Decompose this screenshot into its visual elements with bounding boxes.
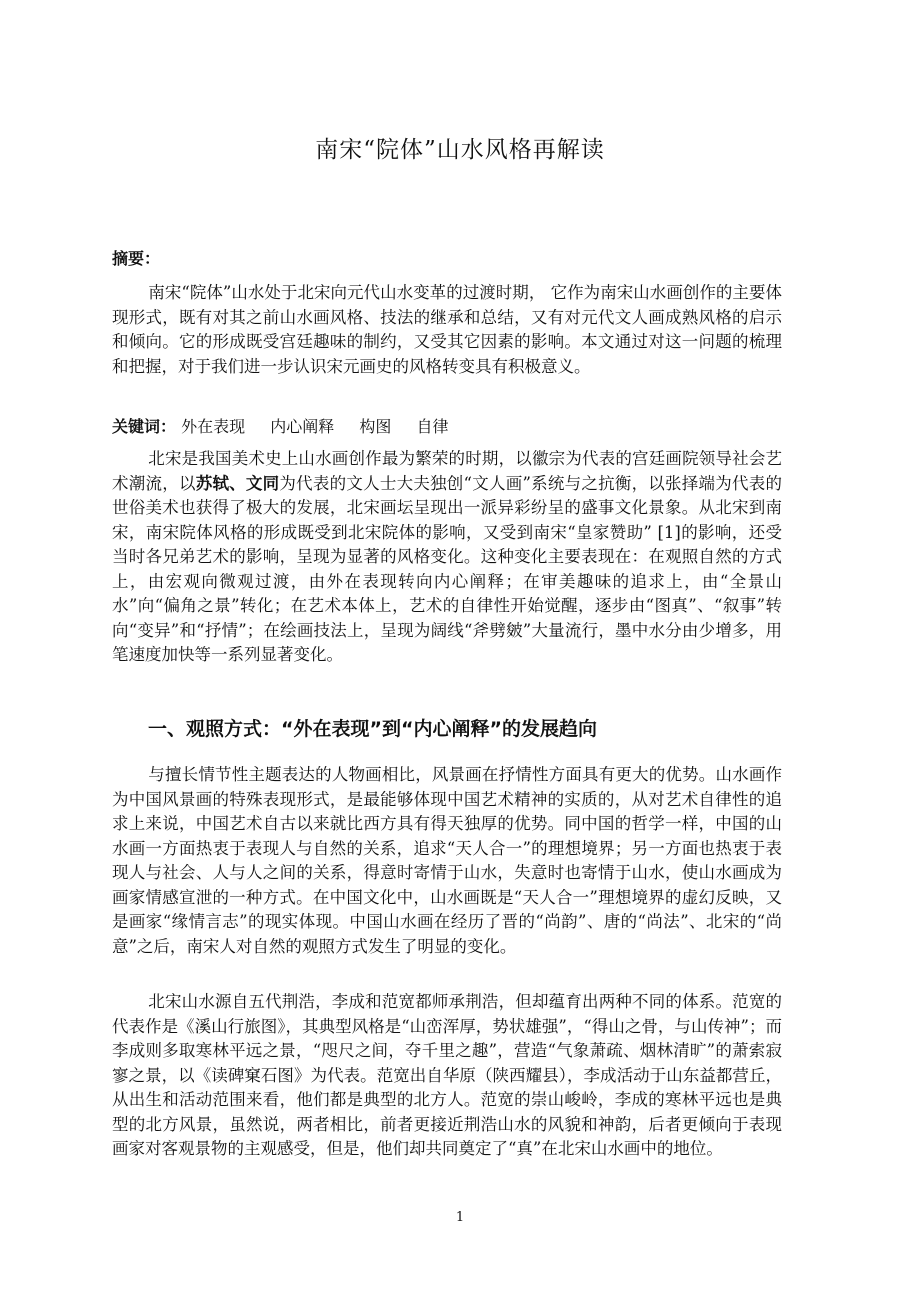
abstract-paragraph: 南宋“院体”山水处于北宋向元代山水变革的过渡时期， 它作为南宋山水画创作的主要体现形式，既有对其之前山水画风格、技法的继承和总结，又有对元代文人画成熟风格的启示和倾向。它的形成既受宫廷趣味的制约，又受其它因素的影响。本文通过对这一问题的梳理和把握，对于我们进一步认识宋元画史的风格转变具有积极意义。 bbox=[112, 283, 782, 376]
keywords-line bbox=[112, 414, 468, 437]
abstract-label: 摘要： bbox=[112, 249, 161, 268]
intro-paragraph bbox=[112, 447, 782, 668]
keyword-item: 外在表现 bbox=[181, 417, 246, 436]
keywords-label: 关键词： bbox=[112, 417, 177, 436]
page-number: 1 bbox=[455, 1210, 465, 1225]
body-paragraph-1: 与擅长情节性主题表达的人物画相比，风景画在抒情性方面具有更大的优势。山水画作为中国风景画的特殊表现形式，是最能够体现中国艺术精神的实质的，从对艺术自律性的追求上来说，中国艺术自古以来就比西方具有得天独厚的优势。同中国的哲学一样，中国的山水画一方面热衷于表现人与自然的关系，追求“天人合一”的理想境界；另一方面也热衷于表现人与社会、人与人之间的关系，得意时寄情于山水，失意时也寄情于山水，使山水画成为画家情感宣泄的一种方式。在中国文化中，山水画既是“天人合一”理想境界的虚幻反映，又是画家“缘情言志”的现实体现。中国山水画在经历了晋的“尚韵”、唐的“尚法”、北宋的“尚意”之后，南宋人对自然的观照方式发生了明显的变化。 bbox=[112, 765, 782, 956]
body-paragraph-2: 北宋山水源自五代荆浩，李成和范宽都师承荆浩，但却蕴育出两种不同的体系。范宽的代表作是《溪山行旅图》，其典型风格是“山峦浑厚，势状雄强”，“得山之骨，与山传神”；而李成则多取寒林平远之景，“咫尺之间，夺千里之趣”，营造“气象萧疏、烟林清旷”的萧索寂寥之景，以《读碑窠石图》为代表。范宽出自华原（陕西耀县），李成活动于山东益都营丘，从出生和活动范围来看，他们都是典型的北方人。范宽的崇山峻岭，李成的寒林平远也是典型的北方风景，虽然说，两者相比，前者更接近荆浩山水的风貌和神韵，后者更倾向于表现画家对客观景物的主观感受，但是，他们却共同奠定了“真”在北宋山水画中的地位。 bbox=[112, 992, 782, 1158]
intro-text-part2: 为代表的文人士大夫独创“文人画”系统与之抗衡，以张择端为代表的世俗美术也获得了极大的发展，北宋画坛呈现出一派异彩纷呈的盛事文化景象。从北宋到南宋，南宋院体风格的形成既受到北宋院体的影响，又受到南宋“皇家赞助” [1]的影响，还受当时各兄弟艺术的影响，呈现为显著的风格变化。这种变化主要表现在：在观照自然的方式上，由宏观向微观过渡，由外在表现转向内心阐释；在审美趣味的追求上，由“全景山水”向“偏角之景”转化；在艺术本体上，艺术的自律性开始觉醒，逐步由“图真”、“叙事”转向“变异”和“抒情”；在绘画技法上，呈现为阔线“斧劈皴”大量流行，墨中水分由少增多，用笔速度加快等一系列显著变化。 bbox=[112, 473, 782, 664]
intro-bold-names: 苏轼、文同 bbox=[195, 473, 280, 493]
keyword-item: 自律 bbox=[416, 417, 449, 436]
keyword-item: 内心阐释 bbox=[270, 417, 335, 436]
keyword-item: 构图 bbox=[359, 417, 392, 436]
paper-title: 南宋“院体”山水风格再解读 bbox=[315, 137, 605, 163]
intro-text-part1: 北宋是我国美术史上山水画创作最为繁荣的时期，以徽宗为代表的宫廷画院领导社会艺术潮流，以 bbox=[112, 449, 782, 493]
section-heading: 一、观照方式：“外在表现”到“内心阐释”的发展趋向 bbox=[148, 718, 597, 740]
